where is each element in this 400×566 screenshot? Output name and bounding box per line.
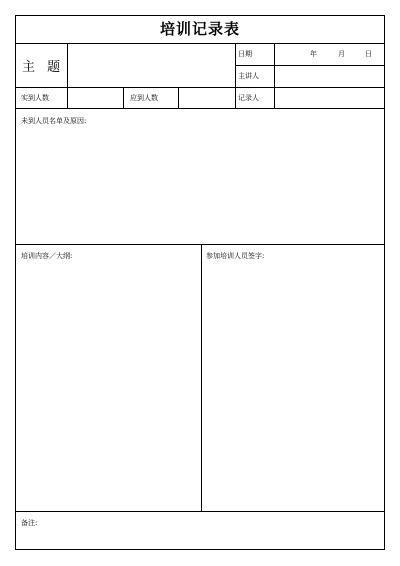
- recorder-field[interactable]: [275, 88, 384, 108]
- actual-expected-divider: [123, 87, 124, 108]
- training-record-form: [15, 15, 385, 550]
- remarks-label: 备注:: [21, 519, 38, 527]
- month-label: 月: [338, 50, 345, 58]
- subject-label: 主 题: [22, 60, 65, 75]
- actual-attendance-field[interactable]: [68, 88, 123, 108]
- content-label: 培训内容／大纲:: [21, 252, 73, 260]
- actual-attendance-label: 实到人数: [21, 94, 49, 102]
- signatures-label: 参加培训人员签字:: [206, 252, 265, 260]
- right-block-divider-1: [235, 43, 236, 108]
- subject-value-field[interactable]: [68, 44, 235, 87]
- date-label: 日期: [238, 50, 252, 58]
- year-label: 年: [310, 50, 317, 58]
- lecturer-value-field[interactable]: [275, 66, 384, 87]
- day-label: 日: [365, 50, 372, 58]
- form-title: 培训记录表: [159, 20, 240, 38]
- absentees-section-divider: [16, 244, 384, 245]
- expected-attendance-label: 应到人数: [130, 94, 158, 102]
- remarks-field[interactable]: [56, 512, 384, 549]
- content-field[interactable]: [16, 264, 201, 511]
- signatures-field[interactable]: [202, 264, 384, 511]
- absentees-field[interactable]: [16, 128, 384, 244]
- expected-attendance-field[interactable]: [179, 88, 235, 108]
- attendance-row-divider: [16, 108, 384, 109]
- absentees-label: 未到人员名单及原因:: [21, 117, 87, 125]
- recorder-label: 记录人: [238, 94, 259, 102]
- lecturer-label: 主讲人: [238, 72, 259, 80]
